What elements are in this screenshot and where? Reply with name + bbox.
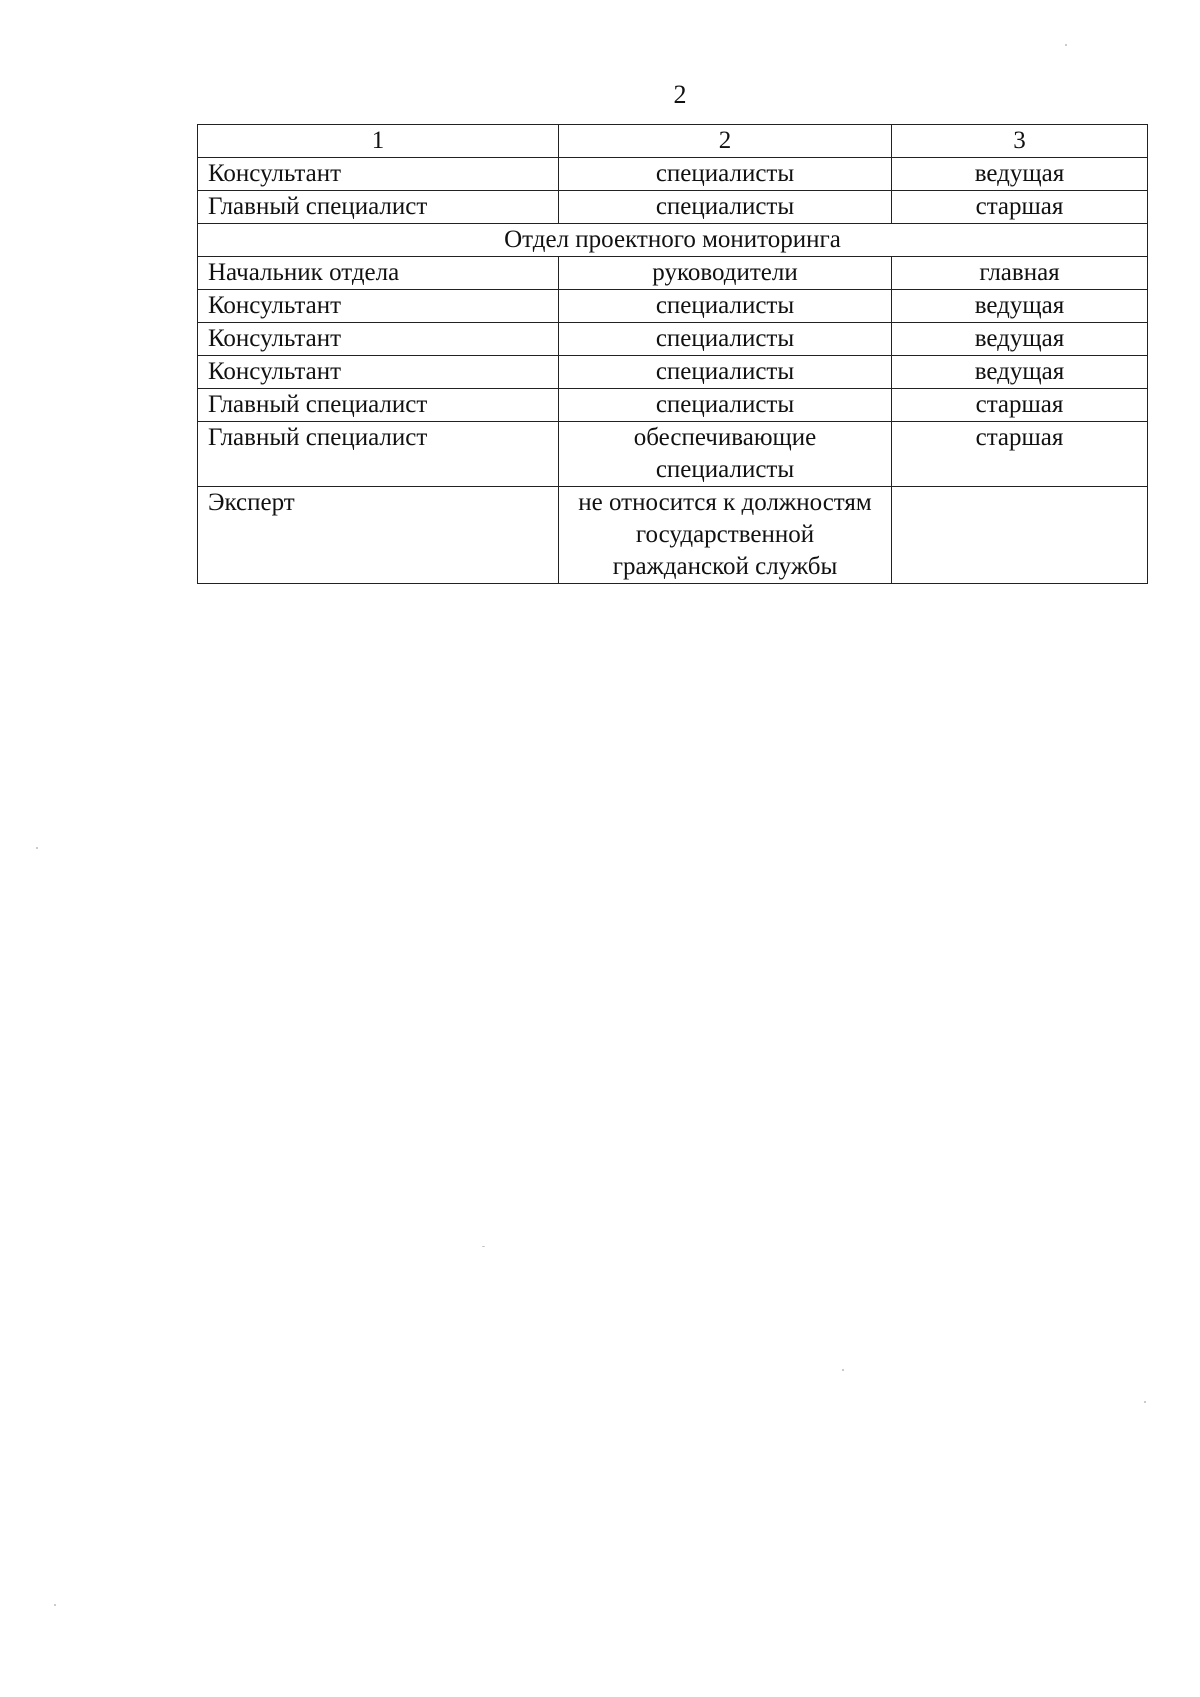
position-category-cell: ведущая: [892, 290, 1148, 323]
scan-speck: [36, 847, 38, 849]
scan-speck: [1144, 1401, 1146, 1403]
position-group-cell: специалисты: [559, 158, 892, 191]
column-header-2: 2: [559, 125, 892, 158]
section-title: Отдел проектного мониторинга: [198, 224, 1148, 257]
section-row: [198, 224, 1148, 257]
position-category-cell: старшая: [892, 191, 1148, 224]
position-category-cell: главная: [892, 257, 1148, 290]
scan-speck: [482, 1246, 485, 1247]
table-row: [198, 356, 1148, 389]
position-group-cell: специалисты: [559, 389, 892, 422]
position-category-cell: ведущая: [892, 356, 1148, 389]
position-group-cell: специалисты: [559, 356, 892, 389]
position-name-cell: Консультант: [198, 323, 559, 356]
position-category-cell: старшая: [892, 389, 1148, 422]
scan-speck: [842, 1369, 844, 1371]
table-row: [198, 323, 1148, 356]
table-row: [198, 487, 1148, 584]
position-group-cell: руководители: [559, 257, 892, 290]
table-body: [198, 158, 1148, 584]
positions-table: [197, 124, 1148, 584]
position-name-cell: Эксперт: [198, 487, 559, 584]
position-name-cell: Консультант: [198, 290, 559, 323]
position-group-cell: специалисты: [559, 323, 892, 356]
table-row: [198, 290, 1148, 323]
position-name-cell: Консультант: [198, 158, 559, 191]
position-name-cell: Главный специалист: [198, 422, 559, 487]
table-header-row: [198, 125, 1148, 158]
position-category-cell: [892, 487, 1148, 584]
table-row: [198, 158, 1148, 191]
table-row: [198, 257, 1148, 290]
page-number: 2: [673, 80, 687, 109]
table-row: [198, 422, 1148, 487]
position-name-cell: Начальник отдела: [198, 257, 559, 290]
column-header-1: 1: [198, 125, 559, 158]
position-name-cell: Главный специалист: [198, 389, 559, 422]
column-header-3: 3: [892, 125, 1148, 158]
table-row: [198, 389, 1148, 422]
table-row: [198, 191, 1148, 224]
position-category-cell: ведущая: [892, 323, 1148, 356]
position-group-cell: специалисты: [559, 290, 892, 323]
scan-speck: [54, 1604, 56, 1606]
position-group-cell: обеспечивающие специалисты: [559, 422, 892, 487]
position-name-cell: Консультант: [198, 356, 559, 389]
position-category-cell: старшая: [892, 422, 1148, 487]
position-group-cell: не относится к должностям государственной гражданской службы: [559, 487, 892, 584]
position-category-cell: ведущая: [892, 158, 1148, 191]
position-group-cell: специалисты: [559, 191, 892, 224]
position-name-cell: Главный специалист: [198, 191, 559, 224]
scan-speck: [1065, 44, 1067, 46]
